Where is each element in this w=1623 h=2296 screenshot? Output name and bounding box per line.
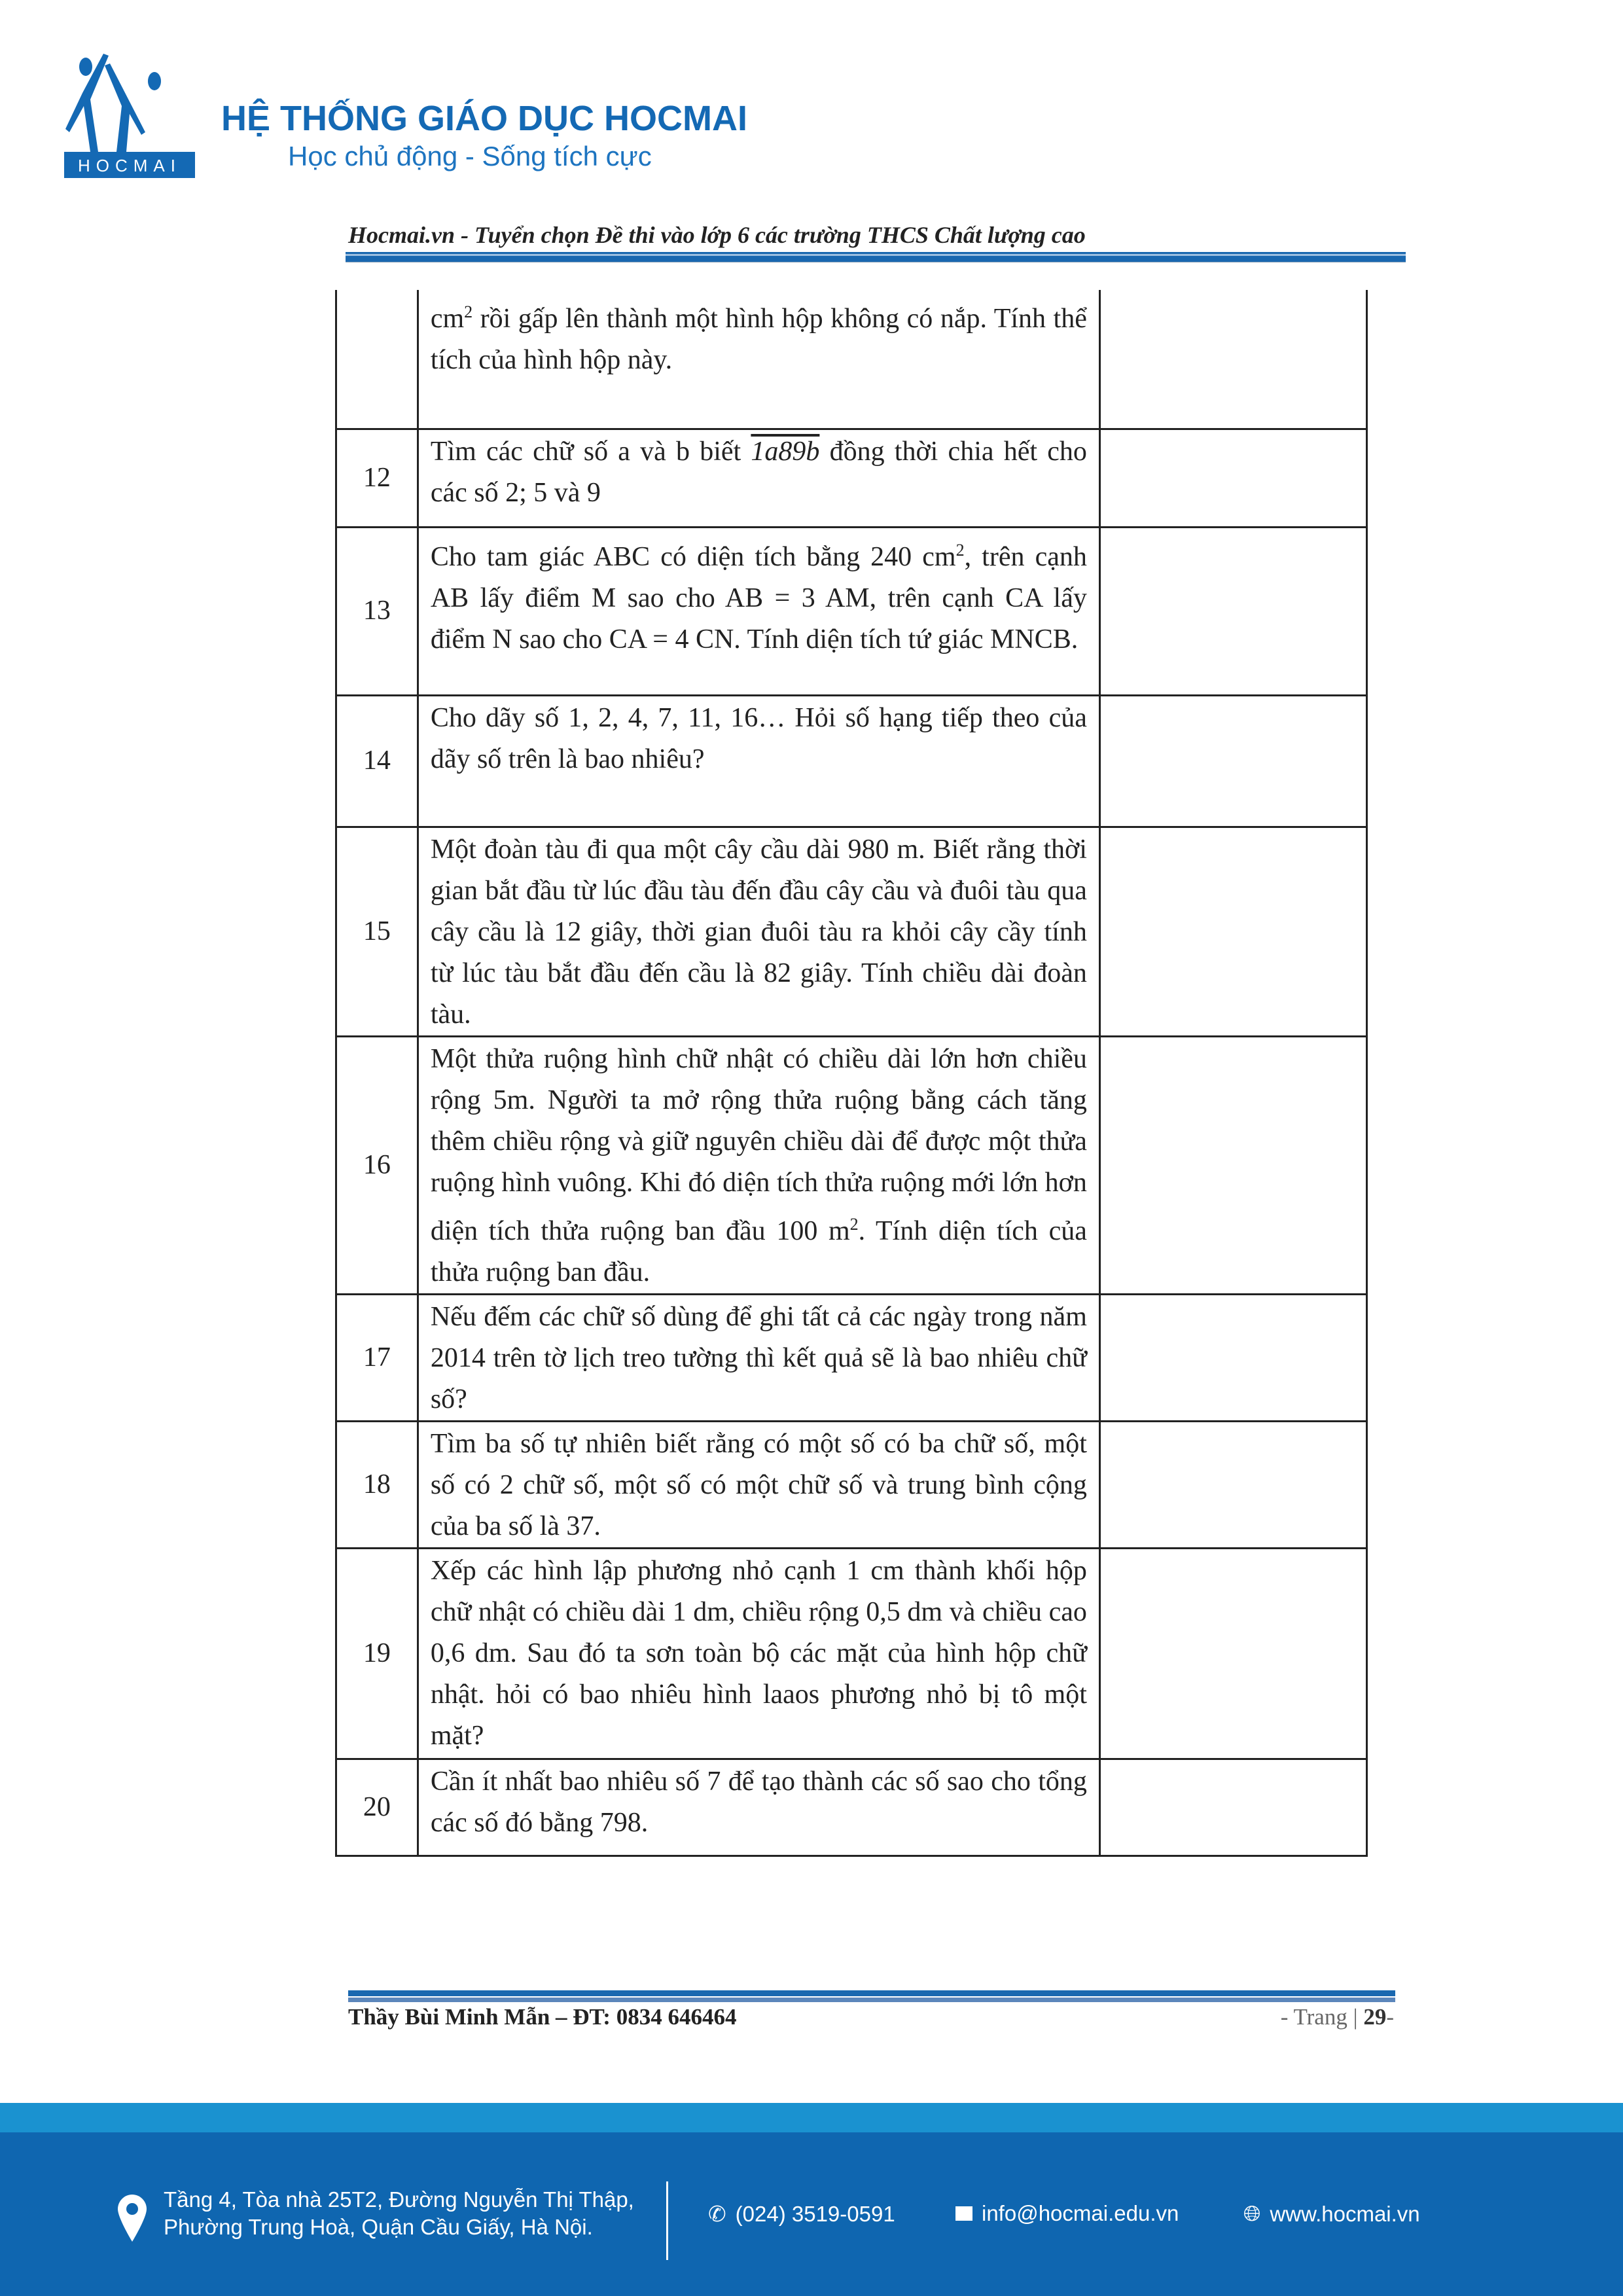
- answer-cell[interactable]: [1099, 527, 1366, 695]
- answer-cell[interactable]: [1099, 429, 1366, 527]
- phone-icon: ✆: [708, 2202, 726, 2226]
- question-number: 19: [336, 1548, 418, 1759]
- location-pin-icon: [118, 2195, 147, 2242]
- website-link[interactable]: www.hocmai.vn: [1270, 2201, 1420, 2226]
- answer-cell[interactable]: [1099, 1548, 1366, 1759]
- question-number: 15: [336, 827, 418, 1036]
- text-segment: đồng thời chia hết cho các số 2; 5 và 9: [430, 436, 1087, 508]
- question-number: 20: [336, 1759, 418, 1856]
- question-text: [418, 1036, 1099, 1294]
- hocmai-logo: [64, 54, 195, 178]
- email-contact[interactable]: [955, 2201, 1179, 2226]
- website-contact[interactable]: [1243, 2201, 1420, 2227]
- page-prefix: - Trang |: [1280, 2004, 1364, 2030]
- brand-tagline: Học chủ động - Sống tích cực: [288, 141, 652, 171]
- question-number: 18: [336, 1421, 418, 1548]
- footer-band-light: [0, 2103, 1623, 2132]
- question-text: [418, 429, 1099, 527]
- footer-author: Thầy Bùi Minh Mẫn – ĐT: 0834 646464: [348, 2004, 737, 2030]
- header-rule: [346, 252, 1406, 262]
- text-segment: rồi gấp lên thành một hình hộp không có nắp. Tính thể tích của hình hộp này.: [430, 304, 1087, 375]
- answer-cell[interactable]: [1099, 827, 1366, 1036]
- superscript: 2: [955, 540, 965, 560]
- question-row: [336, 1548, 1367, 1759]
- answer-cell[interactable]: [1099, 1294, 1366, 1421]
- document-title: Hocmai.vn - Tuyển chọn Đề thi vào lớp 6 các trường THCS Chất lượng cao: [348, 222, 1086, 248]
- question-row: [336, 290, 1367, 429]
- text-segment: Một đoàn tàu đi qua một cây cầu dài 980 m. Biết rằng thời gian bắt đầu từ lúc đầu tàu đến đầu cây cầu và đuôi tàu qua cây cầu là 12 giây, thời gian đuôi tàu ra khỏi cây cầy tính từ lúc tàu bắt đầu đến cầu là 82 giây. Tính chiều dài đoàn tàu.: [430, 834, 1087, 1030]
- overlined-number: 1a89b: [751, 436, 820, 467]
- text-segment: Tìm các chữ số a và b biết: [430, 436, 751, 467]
- text-segment: Cho dãy số 1, 2, 4, 7, 11, 16… Hỏi số hạng tiếp theo của dãy số trên là bao nhiêu?: [430, 702, 1087, 774]
- svg-text:HOCMAI: HOCMAI: [78, 156, 181, 175]
- answer-cell[interactable]: [1099, 1421, 1366, 1548]
- question-row: [336, 429, 1367, 527]
- text-segment: Cần ít nhất bao nhiêu số 7 để tạo thành các số sao cho tổng các số đó bằng 798.: [430, 1766, 1087, 1838]
- footer-band: [0, 2132, 1623, 2296]
- page-number-value: 29: [1363, 2004, 1387, 2030]
- question-number: [336, 290, 418, 429]
- question-row: [336, 1036, 1367, 1294]
- answer-cell[interactable]: [1099, 1036, 1366, 1294]
- question-row: [336, 1421, 1367, 1548]
- text-segment: Nếu đếm các chữ số dùng để ghi tất cả các ngày trong năm 2014 trên tờ lịch treo tường thì kết quả sẽ là bao nhiêu chữ số?: [430, 1301, 1087, 1414]
- address: [164, 2186, 634, 2241]
- question-row: [336, 1759, 1367, 1856]
- text-segment: . Tính diện tích của thửa ruộng ban đầu.: [430, 1215, 1087, 1287]
- question-text: [418, 1421, 1099, 1548]
- question-text: [418, 527, 1099, 695]
- superscript: 2: [464, 302, 473, 321]
- question-row: [336, 827, 1367, 1036]
- question-number: 14: [336, 695, 418, 827]
- phone-number: (024) 3519-0591: [735, 2201, 895, 2226]
- question-text: [418, 1294, 1099, 1421]
- question-number: 17: [336, 1294, 418, 1421]
- question-number: 12: [336, 429, 418, 527]
- answer-cell[interactable]: [1099, 1759, 1366, 1856]
- page-suffix: -: [1386, 2004, 1394, 2030]
- questions-table: [335, 290, 1368, 1857]
- footer-divider: [666, 2181, 668, 2260]
- question-text: [418, 695, 1099, 827]
- question-number: 13: [336, 527, 418, 695]
- question-row: [336, 527, 1367, 695]
- email-link[interactable]: info@hocmai.edu.vn: [982, 2201, 1179, 2225]
- globe-icon: 🌐︎: [1243, 2201, 1261, 2225]
- page-number: [1281, 2004, 1394, 2030]
- text-segment: Một thửa ruộng hình chữ nhật có chiều dài lớn hơn chiều rộng 5m. Người ta mở rộng thửa ruộng bằng cách tăng thêm chiều rộng và giữ nguyên chiều dài để được một thửa ruộng hình vuông. Khi đó diện tích thửa ruộng mới lớn hơn diện tích thửa ruộng ban đầu 100 m: [430, 1043, 1087, 1246]
- address-line-1: Tầng 4, Tòa nhà 25T2, Đường Nguyễn Thị Thập,: [164, 2187, 634, 2212]
- question-text: [418, 1548, 1099, 1759]
- question-row: [336, 695, 1367, 827]
- text-segment: cm: [430, 304, 465, 334]
- answer-cell[interactable]: [1099, 695, 1366, 827]
- brand-title: HỆ THỐNG GIÁO DỤC HOCMAI: [221, 99, 747, 138]
- text-segment: Tìm ba số tự nhiên biết rằng có một số có ba chữ số, một số có 2 chữ số, một số có một chữ số và trung bình cộng của ba số là 37.: [430, 1428, 1087, 1541]
- question-text: [418, 1759, 1099, 1856]
- footer-rule: [348, 1990, 1395, 2002]
- question-text: [418, 290, 1099, 429]
- question-number: 16: [336, 1036, 418, 1294]
- text-segment: Xếp các hình lập phương nhỏ cạnh 1 cm thành khối hộp chữ nhật có chiều dài 1 dm, chiều rộng 0,5 dm và chiều cao 0,6 dm. Sau đó ta sơn toàn bộ các mặt của hình hộp chữ nhật. hỏi có bao nhiêu hình laaos phương nhỏ bị tô một mặt?: [430, 1555, 1087, 1751]
- superscript: 2: [849, 1214, 859, 1234]
- email-icon: [955, 2206, 972, 2221]
- text-segment: Cho tam giác ABC có diện tích bằng 240 cm: [430, 541, 956, 572]
- text-segment: , trên cạnh AB lấy điểm M sao cho AB = 3 AM, trên cạnh CA lấy điểm N sao cho CA = 4 CN. Tính diện tích tứ giác MNCB.: [430, 541, 1087, 655]
- answer-cell[interactable]: [1099, 290, 1366, 429]
- question-row: [336, 1294, 1367, 1421]
- phone-contact: [708, 2201, 895, 2227]
- question-text: [418, 827, 1099, 1036]
- address-line-2: Phường Trung Hoà, Quận Cầu Giấy, Hà Nội.: [164, 2215, 593, 2239]
